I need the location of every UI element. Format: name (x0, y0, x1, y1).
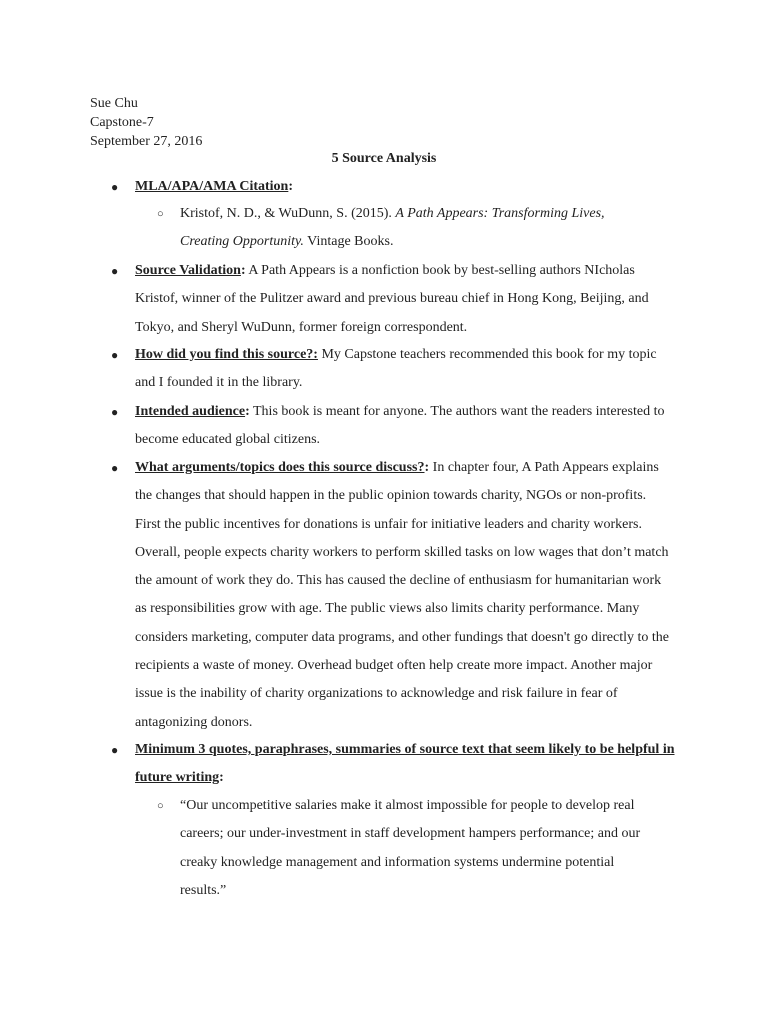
sub-bullet-icon: ○ (157, 800, 164, 812)
document-date: September 27, 2016 (90, 134, 203, 149)
citation-colon: : (288, 179, 294, 194)
arguments-label: What arguments/topics does this source discuss? (135, 460, 425, 475)
audience-text: This book is meant for anyone. The authors want the readers interested to become educated global citizens. (135, 404, 665, 448)
bullet-icon: ● (111, 348, 119, 362)
find-label: How did you find this source?: (135, 347, 318, 362)
find-text: My Capstone teachers recommended this book for my topic and I founded it in the library. (135, 347, 657, 391)
quotes-item (111, 736, 675, 793)
find-item (111, 341, 675, 398)
citation-entry (157, 200, 650, 257)
arguments-text: In chapter four, A Path Appears explains the changes that should happen in the public opinion towards charity, NGOs or non-profits. First the public incentives for donations is unfair for initiative leaders and charity workers. Overall, people expects charity workers to perform skilled tasks on low wages that don’t match the amount of work they do. This has caused the decline of enthusiasm for humanitarian work as responsibilities grow with age. The public views also limits charity performance. Many considers marketing, computer data programs, and other fundings that doesn't go directly to the recipients a waste of money. Overhead budget often help create more impact. Another major issue is the inability of charity organizations to acknowledge and risk failure in fear of antagonizing donors. (135, 460, 669, 730)
citation-book-title: A Path Appears: Transforming Lives, Creating Opportunity. (180, 206, 605, 250)
bullet-icon: ● (111, 264, 119, 278)
validation-item (111, 257, 675, 342)
document-header (90, 94, 202, 151)
audience-colon: : (245, 404, 250, 419)
bullet-icon: ● (111, 180, 119, 194)
bullet-icon: ● (111, 461, 119, 475)
validation-colon: : (240, 263, 246, 278)
audience-label: Intended audience (135, 404, 246, 419)
course-name: Capstone-7 (90, 115, 154, 130)
sub-bullet-icon: ○ (157, 208, 164, 220)
quote-entry (157, 792, 650, 905)
author-name: Sue Chu (90, 96, 138, 111)
validation-label: Source Validation (135, 263, 241, 278)
citation-label: MLA/APA/AMA Citation (135, 179, 289, 194)
quotes-label: Minimum 3 quotes, paraphrases, summaries of source text that seem likely to be helpful in future writing (135, 742, 675, 786)
arguments-item (111, 454, 675, 737)
audience-item (111, 398, 675, 455)
validation-text: A Path Appears is a nonfiction book by best-selling authors NIcholas Kristof, winner of the Pulitzer award and previous bureau chief in Hong Kong, Beijing, and Tokyo, and Sheryl WuDunn, former foreign correspondent. (135, 263, 649, 335)
document-title: 5 Source Analysis (331, 151, 437, 166)
citation-item (111, 173, 675, 201)
citation-text-pre: Kristof, N. D., & WuDunn, S. (2015). (180, 206, 396, 221)
bullet-icon: ● (111, 743, 119, 757)
quote-text: “Our uncompetitive salaries make it almost impossible for people to develop real careers; our under-investment in staff development hampers performance; and our creaky knowledge management and information systems undermine potential results.” (180, 798, 641, 898)
quotes-colon: : (219, 770, 224, 786)
citation-text-post: Vintage Books. (303, 234, 394, 250)
arguments-colon: : (424, 460, 430, 475)
bullet-icon: ● (111, 405, 119, 419)
